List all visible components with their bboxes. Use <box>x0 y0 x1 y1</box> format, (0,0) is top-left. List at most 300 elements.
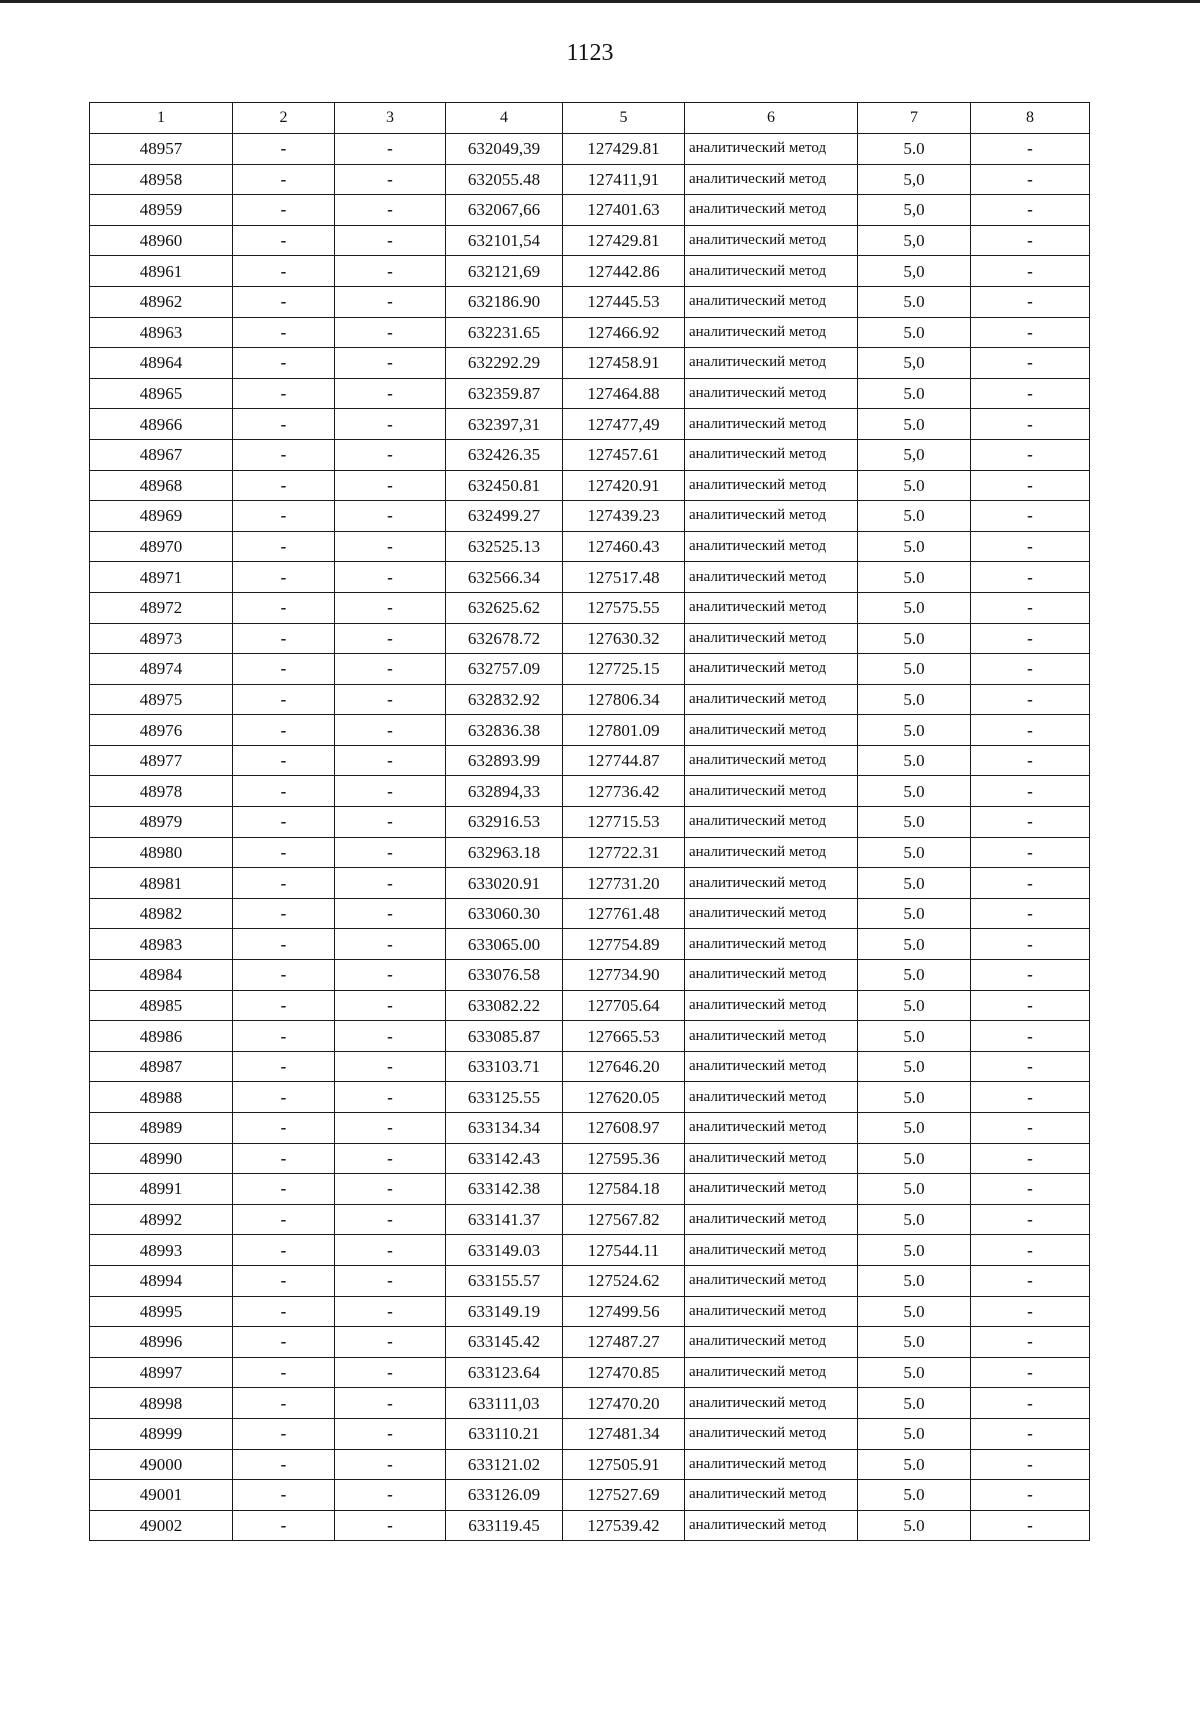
cell-col-8-value: - <box>971 1357 1090 1388</box>
cell-col-2-value: - <box>233 745 335 776</box>
cell-accuracy: 5.0 <box>858 1418 971 1449</box>
cell-point-number: 48965 <box>90 378 233 409</box>
cell-col-3-value: - <box>335 960 446 991</box>
cell-col-2-value: - <box>233 1174 335 1205</box>
cell-y-coordinate: 127499.56 <box>563 1296 685 1327</box>
cell-y-coordinate: 127457.61 <box>563 439 685 470</box>
table-body <box>90 134 1090 1541</box>
column-header-3: 3 <box>335 103 446 134</box>
column-header-7: 7 <box>858 103 971 134</box>
cell-method: аналитический метод <box>685 195 858 226</box>
cell-col-8-value: - <box>971 1143 1090 1174</box>
cell-y-coordinate: 127524.62 <box>563 1265 685 1296</box>
cell-y-coordinate: 127464.88 <box>563 378 685 409</box>
cell-accuracy: 5.0 <box>858 1296 971 1327</box>
cell-y-coordinate: 127806.34 <box>563 684 685 715</box>
table-row <box>90 256 1090 287</box>
cell-col-2-value: - <box>233 592 335 623</box>
cell-method: аналитический метод <box>685 501 858 532</box>
cell-y-coordinate: 127477,49 <box>563 409 685 440</box>
cell-accuracy: 5.0 <box>858 1174 971 1205</box>
cell-col-2-value: - <box>233 929 335 960</box>
cell-col-8-value: - <box>971 195 1090 226</box>
cell-x-coordinate: 633145.42 <box>446 1327 563 1358</box>
cell-x-coordinate: 633110.21 <box>446 1418 563 1449</box>
cell-col-8-value: - <box>971 256 1090 287</box>
cell-col-2-value: - <box>233 317 335 348</box>
cell-accuracy: 5,0 <box>858 348 971 379</box>
cell-x-coordinate: 632292.29 <box>446 348 563 379</box>
cell-col-3-value: - <box>335 776 446 807</box>
cell-method: аналитический метод <box>685 317 858 348</box>
cell-point-number: 48993 <box>90 1235 233 1266</box>
cell-col-3-value: - <box>335 378 446 409</box>
cell-col-2-value: - <box>233 1021 335 1052</box>
cell-col-8-value: - <box>971 745 1090 776</box>
cell-y-coordinate: 127458.91 <box>563 348 685 379</box>
cell-x-coordinate: 633149.19 <box>446 1296 563 1327</box>
cell-col-8-value: - <box>971 378 1090 409</box>
cell-col-3-value: - <box>335 409 446 440</box>
cell-accuracy: 5.0 <box>858 715 971 746</box>
cell-point-number: 48998 <box>90 1388 233 1419</box>
cell-point-number: 48967 <box>90 439 233 470</box>
table-row <box>90 837 1090 868</box>
cell-point-number: 48991 <box>90 1174 233 1205</box>
table-row <box>90 1510 1090 1541</box>
cell-y-coordinate: 127445.53 <box>563 286 685 317</box>
cell-point-number: 48989 <box>90 1113 233 1144</box>
cell-col-8-value: - <box>971 1418 1090 1449</box>
cell-x-coordinate: 633121.02 <box>446 1449 563 1480</box>
cell-col-8-value: - <box>971 531 1090 562</box>
cell-x-coordinate: 633060.30 <box>446 898 563 929</box>
cell-y-coordinate: 127620.05 <box>563 1082 685 1113</box>
cell-col-8-value: - <box>971 1235 1090 1266</box>
cell-accuracy: 5.0 <box>858 1265 971 1296</box>
cell-col-8-value: - <box>971 409 1090 440</box>
cell-x-coordinate: 633142.43 <box>446 1143 563 1174</box>
table-row <box>90 1327 1090 1358</box>
cell-y-coordinate: 127429.81 <box>563 134 685 165</box>
cell-col-2-value: - <box>233 1113 335 1144</box>
table-row <box>90 531 1090 562</box>
cell-method: аналитический метод <box>685 1051 858 1082</box>
cell-col-2-value: - <box>233 1418 335 1449</box>
table-row <box>90 1388 1090 1419</box>
cell-x-coordinate: 633126.09 <box>446 1480 563 1511</box>
cell-col-8-value: - <box>971 1082 1090 1113</box>
cell-col-2-value: - <box>233 654 335 685</box>
cell-col-3-value: - <box>335 1327 446 1358</box>
cell-col-3-value: - <box>335 592 446 623</box>
cell-col-3-value: - <box>335 654 446 685</box>
cell-col-8-value: - <box>971 1174 1090 1205</box>
cell-point-number: 48959 <box>90 195 233 226</box>
cell-col-2-value: - <box>233 960 335 991</box>
cell-col-3-value: - <box>335 807 446 838</box>
table-row <box>90 654 1090 685</box>
cell-col-8-value: - <box>971 1449 1090 1480</box>
table-row <box>90 1357 1090 1388</box>
cell-col-8-value: - <box>971 592 1090 623</box>
cell-x-coordinate: 632426.35 <box>446 439 563 470</box>
cell-col-3-value: - <box>335 1418 446 1449</box>
cell-col-3-value: - <box>335 348 446 379</box>
cell-col-8-value: - <box>971 1021 1090 1052</box>
cell-method: аналитический метод <box>685 684 858 715</box>
table-header <box>90 103 1090 134</box>
cell-col-8-value: - <box>971 501 1090 532</box>
cell-col-2-value: - <box>233 684 335 715</box>
cell-col-2-value: - <box>233 623 335 654</box>
cell-col-8-value: - <box>971 1204 1090 1235</box>
cell-accuracy: 5.0 <box>858 1480 971 1511</box>
table-row <box>90 286 1090 317</box>
cell-col-2-value: - <box>233 562 335 593</box>
cell-method: аналитический метод <box>685 1204 858 1235</box>
cell-col-2-value: - <box>233 1388 335 1419</box>
cell-accuracy: 5.0 <box>858 623 971 654</box>
cell-col-2-value: - <box>233 990 335 1021</box>
cell-y-coordinate: 127505.91 <box>563 1449 685 1480</box>
cell-col-3-value: - <box>335 1449 446 1480</box>
table-row <box>90 501 1090 532</box>
cell-y-coordinate: 127466.92 <box>563 317 685 348</box>
cell-col-2-value: - <box>233 898 335 929</box>
cell-point-number: 48960 <box>90 225 233 256</box>
cell-y-coordinate: 127481.34 <box>563 1418 685 1449</box>
cell-col-3-value: - <box>335 256 446 287</box>
cell-col-3-value: - <box>335 1357 446 1388</box>
cell-point-number: 48983 <box>90 929 233 960</box>
cell-x-coordinate: 633134.34 <box>446 1113 563 1144</box>
cell-accuracy: 5.0 <box>858 378 971 409</box>
cell-col-8-value: - <box>971 1113 1090 1144</box>
cell-accuracy: 5.0 <box>858 868 971 899</box>
cell-accuracy: 5,0 <box>858 225 971 256</box>
cell-y-coordinate: 127705.64 <box>563 990 685 1021</box>
cell-col-8-value: - <box>971 990 1090 1021</box>
cell-method: аналитический метод <box>685 1357 858 1388</box>
cell-method: аналитический метод <box>685 1265 858 1296</box>
scan-top-edge <box>0 0 1200 3</box>
cell-accuracy: 5.0 <box>858 501 971 532</box>
cell-method: аналитический метод <box>685 1327 858 1358</box>
cell-col-8-value: - <box>971 164 1090 195</box>
table-row <box>90 684 1090 715</box>
column-header-2: 2 <box>233 103 335 134</box>
cell-col-8-value: - <box>971 623 1090 654</box>
cell-x-coordinate: 632566.34 <box>446 562 563 593</box>
cell-point-number: 48966 <box>90 409 233 440</box>
cell-y-coordinate: 127575.55 <box>563 592 685 623</box>
cell-col-2-value: - <box>233 439 335 470</box>
table-row <box>90 715 1090 746</box>
cell-col-3-value: - <box>335 1296 446 1327</box>
cell-method: аналитический метод <box>685 898 858 929</box>
cell-point-number: 48973 <box>90 623 233 654</box>
table-row <box>90 960 1090 991</box>
cell-point-number: 48982 <box>90 898 233 929</box>
cell-accuracy: 5.0 <box>858 745 971 776</box>
cell-x-coordinate: 633123.64 <box>446 1357 563 1388</box>
cell-method: аналитический метод <box>685 562 858 593</box>
cell-col-8-value: - <box>971 715 1090 746</box>
cell-accuracy: 5.0 <box>858 929 971 960</box>
cell-col-8-value: - <box>971 1327 1090 1358</box>
page-number: 1123 <box>566 40 614 66</box>
cell-x-coordinate: 632450.81 <box>446 470 563 501</box>
cell-y-coordinate: 127646.20 <box>563 1051 685 1082</box>
cell-method: аналитический метод <box>685 990 858 1021</box>
cell-col-2-value: - <box>233 868 335 899</box>
cell-method: аналитический метод <box>685 929 858 960</box>
cell-accuracy: 5,0 <box>858 256 971 287</box>
cell-col-2-value: - <box>233 348 335 379</box>
table-row <box>90 1449 1090 1480</box>
cell-y-coordinate: 127401.63 <box>563 195 685 226</box>
cell-point-number: 48962 <box>90 286 233 317</box>
table-row <box>90 164 1090 195</box>
cell-method: аналитический метод <box>685 1449 858 1480</box>
cell-col-2-value: - <box>233 164 335 195</box>
cell-method: аналитический метод <box>685 348 858 379</box>
cell-col-2-value: - <box>233 195 335 226</box>
cell-col-2-value: - <box>233 1051 335 1082</box>
cell-col-3-value: - <box>335 470 446 501</box>
cell-x-coordinate: 632963.18 <box>446 837 563 868</box>
cell-point-number: 48968 <box>90 470 233 501</box>
cell-accuracy: 5.0 <box>858 1143 971 1174</box>
cell-col-2-value: - <box>233 1143 335 1174</box>
cell-col-2-value: - <box>233 470 335 501</box>
cell-y-coordinate: 127470.85 <box>563 1357 685 1388</box>
cell-x-coordinate: 632397,31 <box>446 409 563 440</box>
table-row <box>90 439 1090 470</box>
cell-col-8-value: - <box>971 960 1090 991</box>
cell-x-coordinate: 632055.48 <box>446 164 563 195</box>
cell-y-coordinate: 127734.90 <box>563 960 685 991</box>
cell-point-number: 49002 <box>90 1510 233 1541</box>
cell-x-coordinate: 632186.90 <box>446 286 563 317</box>
cell-y-coordinate: 127411,91 <box>563 164 685 195</box>
cell-accuracy: 5,0 <box>858 195 971 226</box>
table-row <box>90 990 1090 1021</box>
cell-accuracy: 5.0 <box>858 684 971 715</box>
cell-y-coordinate: 127539.42 <box>563 1510 685 1541</box>
cell-col-3-value: - <box>335 1510 446 1541</box>
cell-method: аналитический метод <box>685 256 858 287</box>
cell-method: аналитический метод <box>685 286 858 317</box>
cell-point-number: 48964 <box>90 348 233 379</box>
table-row <box>90 868 1090 899</box>
cell-x-coordinate: 632832.92 <box>446 684 563 715</box>
table-row <box>90 470 1090 501</box>
cell-col-8-value: - <box>971 1265 1090 1296</box>
header-row <box>90 103 1090 134</box>
cell-col-8-value: - <box>971 776 1090 807</box>
cell-y-coordinate: 127442.86 <box>563 256 685 287</box>
table-row <box>90 1418 1090 1449</box>
cell-point-number: 49000 <box>90 1449 233 1480</box>
column-header-4: 4 <box>446 103 563 134</box>
cell-y-coordinate: 127595.36 <box>563 1143 685 1174</box>
cell-col-3-value: - <box>335 531 446 562</box>
cell-accuracy: 5.0 <box>858 807 971 838</box>
table-row <box>90 745 1090 776</box>
cell-col-8-value: - <box>971 654 1090 685</box>
table-row <box>90 134 1090 165</box>
cell-col-8-value: - <box>971 807 1090 838</box>
column-header-6: 6 <box>685 103 858 134</box>
cell-accuracy: 5.0 <box>858 837 971 868</box>
cell-method: аналитический метод <box>685 776 858 807</box>
table-row <box>90 1021 1090 1052</box>
cell-point-number: 48958 <box>90 164 233 195</box>
table-row <box>90 807 1090 838</box>
cell-col-8-value: - <box>971 470 1090 501</box>
table-row <box>90 592 1090 623</box>
cell-method: аналитический метод <box>685 134 858 165</box>
cell-col-2-value: - <box>233 1082 335 1113</box>
cell-col-3-value: - <box>335 745 446 776</box>
coordinates-table <box>89 102 1090 1541</box>
cell-y-coordinate: 127715.53 <box>563 807 685 838</box>
cell-method: аналитический метод <box>685 378 858 409</box>
cell-accuracy: 5.0 <box>858 990 971 1021</box>
cell-col-2-value: - <box>233 715 335 746</box>
cell-accuracy: 5.0 <box>858 1204 971 1235</box>
cell-point-number: 48971 <box>90 562 233 593</box>
cell-method: аналитический метод <box>685 439 858 470</box>
cell-point-number: 48957 <box>90 134 233 165</box>
cell-accuracy: 5.0 <box>858 317 971 348</box>
cell-point-number: 48994 <box>90 1265 233 1296</box>
cell-y-coordinate: 127665.53 <box>563 1021 685 1052</box>
cell-col-3-value: - <box>335 1082 446 1113</box>
cell-col-3-value: - <box>335 286 446 317</box>
coordinates-table-container <box>89 102 1089 1541</box>
cell-accuracy: 5.0 <box>858 1113 971 1144</box>
cell-col-8-value: - <box>971 348 1090 379</box>
cell-col-3-value: - <box>335 715 446 746</box>
cell-y-coordinate: 127584.18 <box>563 1174 685 1205</box>
cell-method: аналитический метод <box>685 1082 858 1113</box>
cell-col-3-value: - <box>335 929 446 960</box>
table-row <box>90 1480 1090 1511</box>
cell-method: аналитический метод <box>685 745 858 776</box>
cell-y-coordinate: 127744.87 <box>563 745 685 776</box>
cell-accuracy: 5.0 <box>858 409 971 440</box>
table-row <box>90 1143 1090 1174</box>
cell-accuracy: 5.0 <box>858 1021 971 1052</box>
cell-col-3-value: - <box>335 439 446 470</box>
cell-point-number: 48980 <box>90 837 233 868</box>
cell-y-coordinate: 127487.27 <box>563 1327 685 1358</box>
cell-accuracy: 5.0 <box>858 960 971 991</box>
cell-method: аналитический метод <box>685 868 858 899</box>
cell-col-2-value: - <box>233 1296 335 1327</box>
cell-y-coordinate: 127630.32 <box>563 623 685 654</box>
cell-method: аналитический метод <box>685 1113 858 1144</box>
cell-col-3-value: - <box>335 562 446 593</box>
cell-accuracy: 5.0 <box>858 1327 971 1358</box>
cell-x-coordinate: 633149.03 <box>446 1235 563 1266</box>
cell-col-3-value: - <box>335 164 446 195</box>
cell-x-coordinate: 633155.57 <box>446 1265 563 1296</box>
cell-point-number: 48978 <box>90 776 233 807</box>
table-row <box>90 1113 1090 1144</box>
cell-col-2-value: - <box>233 501 335 532</box>
cell-col-2-value: - <box>233 225 335 256</box>
cell-x-coordinate: 633085.87 <box>446 1021 563 1052</box>
cell-x-coordinate: 632499.27 <box>446 501 563 532</box>
cell-x-coordinate: 632121,69 <box>446 256 563 287</box>
cell-method: аналитический метод <box>685 1021 858 1052</box>
cell-accuracy: 5.0 <box>858 562 971 593</box>
cell-col-3-value: - <box>335 134 446 165</box>
cell-x-coordinate: 632916.53 <box>446 807 563 838</box>
cell-point-number: 48963 <box>90 317 233 348</box>
cell-col-2-value: - <box>233 1449 335 1480</box>
cell-y-coordinate: 127731.20 <box>563 868 685 899</box>
cell-accuracy: 5.0 <box>858 592 971 623</box>
cell-y-coordinate: 127429.81 <box>563 225 685 256</box>
cell-method: аналитический метод <box>685 1480 858 1511</box>
table-row <box>90 1174 1090 1205</box>
cell-point-number: 48999 <box>90 1418 233 1449</box>
cell-method: аналитический метод <box>685 409 858 440</box>
cell-col-2-value: - <box>233 1204 335 1235</box>
table-row <box>90 1296 1090 1327</box>
cell-y-coordinate: 127736.42 <box>563 776 685 807</box>
cell-point-number: 48990 <box>90 1143 233 1174</box>
cell-x-coordinate: 632893.99 <box>446 745 563 776</box>
cell-x-coordinate: 632101,54 <box>446 225 563 256</box>
cell-point-number: 48995 <box>90 1296 233 1327</box>
cell-y-coordinate: 127608.97 <box>563 1113 685 1144</box>
cell-accuracy: 5,0 <box>858 164 971 195</box>
cell-col-8-value: - <box>971 1296 1090 1327</box>
cell-accuracy: 5.0 <box>858 1051 971 1082</box>
table-row <box>90 1235 1090 1266</box>
cell-point-number: 48977 <box>90 745 233 776</box>
cell-method: аналитический метод <box>685 1510 858 1541</box>
cell-y-coordinate: 127801.09 <box>563 715 685 746</box>
cell-point-number: 48985 <box>90 990 233 1021</box>
cell-x-coordinate: 633082.22 <box>446 990 563 1021</box>
cell-col-8-value: - <box>971 868 1090 899</box>
cell-col-2-value: - <box>233 256 335 287</box>
cell-method: аналитический метод <box>685 1143 858 1174</box>
cell-point-number: 48974 <box>90 654 233 685</box>
cell-col-3-value: - <box>335 868 446 899</box>
cell-y-coordinate: 127527.69 <box>563 1480 685 1511</box>
cell-col-3-value: - <box>335 1174 446 1205</box>
cell-col-8-value: - <box>971 134 1090 165</box>
table-row <box>90 378 1090 409</box>
cell-y-coordinate: 127470.20 <box>563 1388 685 1419</box>
cell-col-8-value: - <box>971 225 1090 256</box>
cell-col-3-value: - <box>335 837 446 868</box>
cell-point-number: 49001 <box>90 1480 233 1511</box>
cell-col-3-value: - <box>335 898 446 929</box>
cell-accuracy: 5.0 <box>858 1235 971 1266</box>
cell-col-3-value: - <box>335 684 446 715</box>
column-header-5: 5 <box>563 103 685 134</box>
cell-accuracy: 5.0 <box>858 286 971 317</box>
